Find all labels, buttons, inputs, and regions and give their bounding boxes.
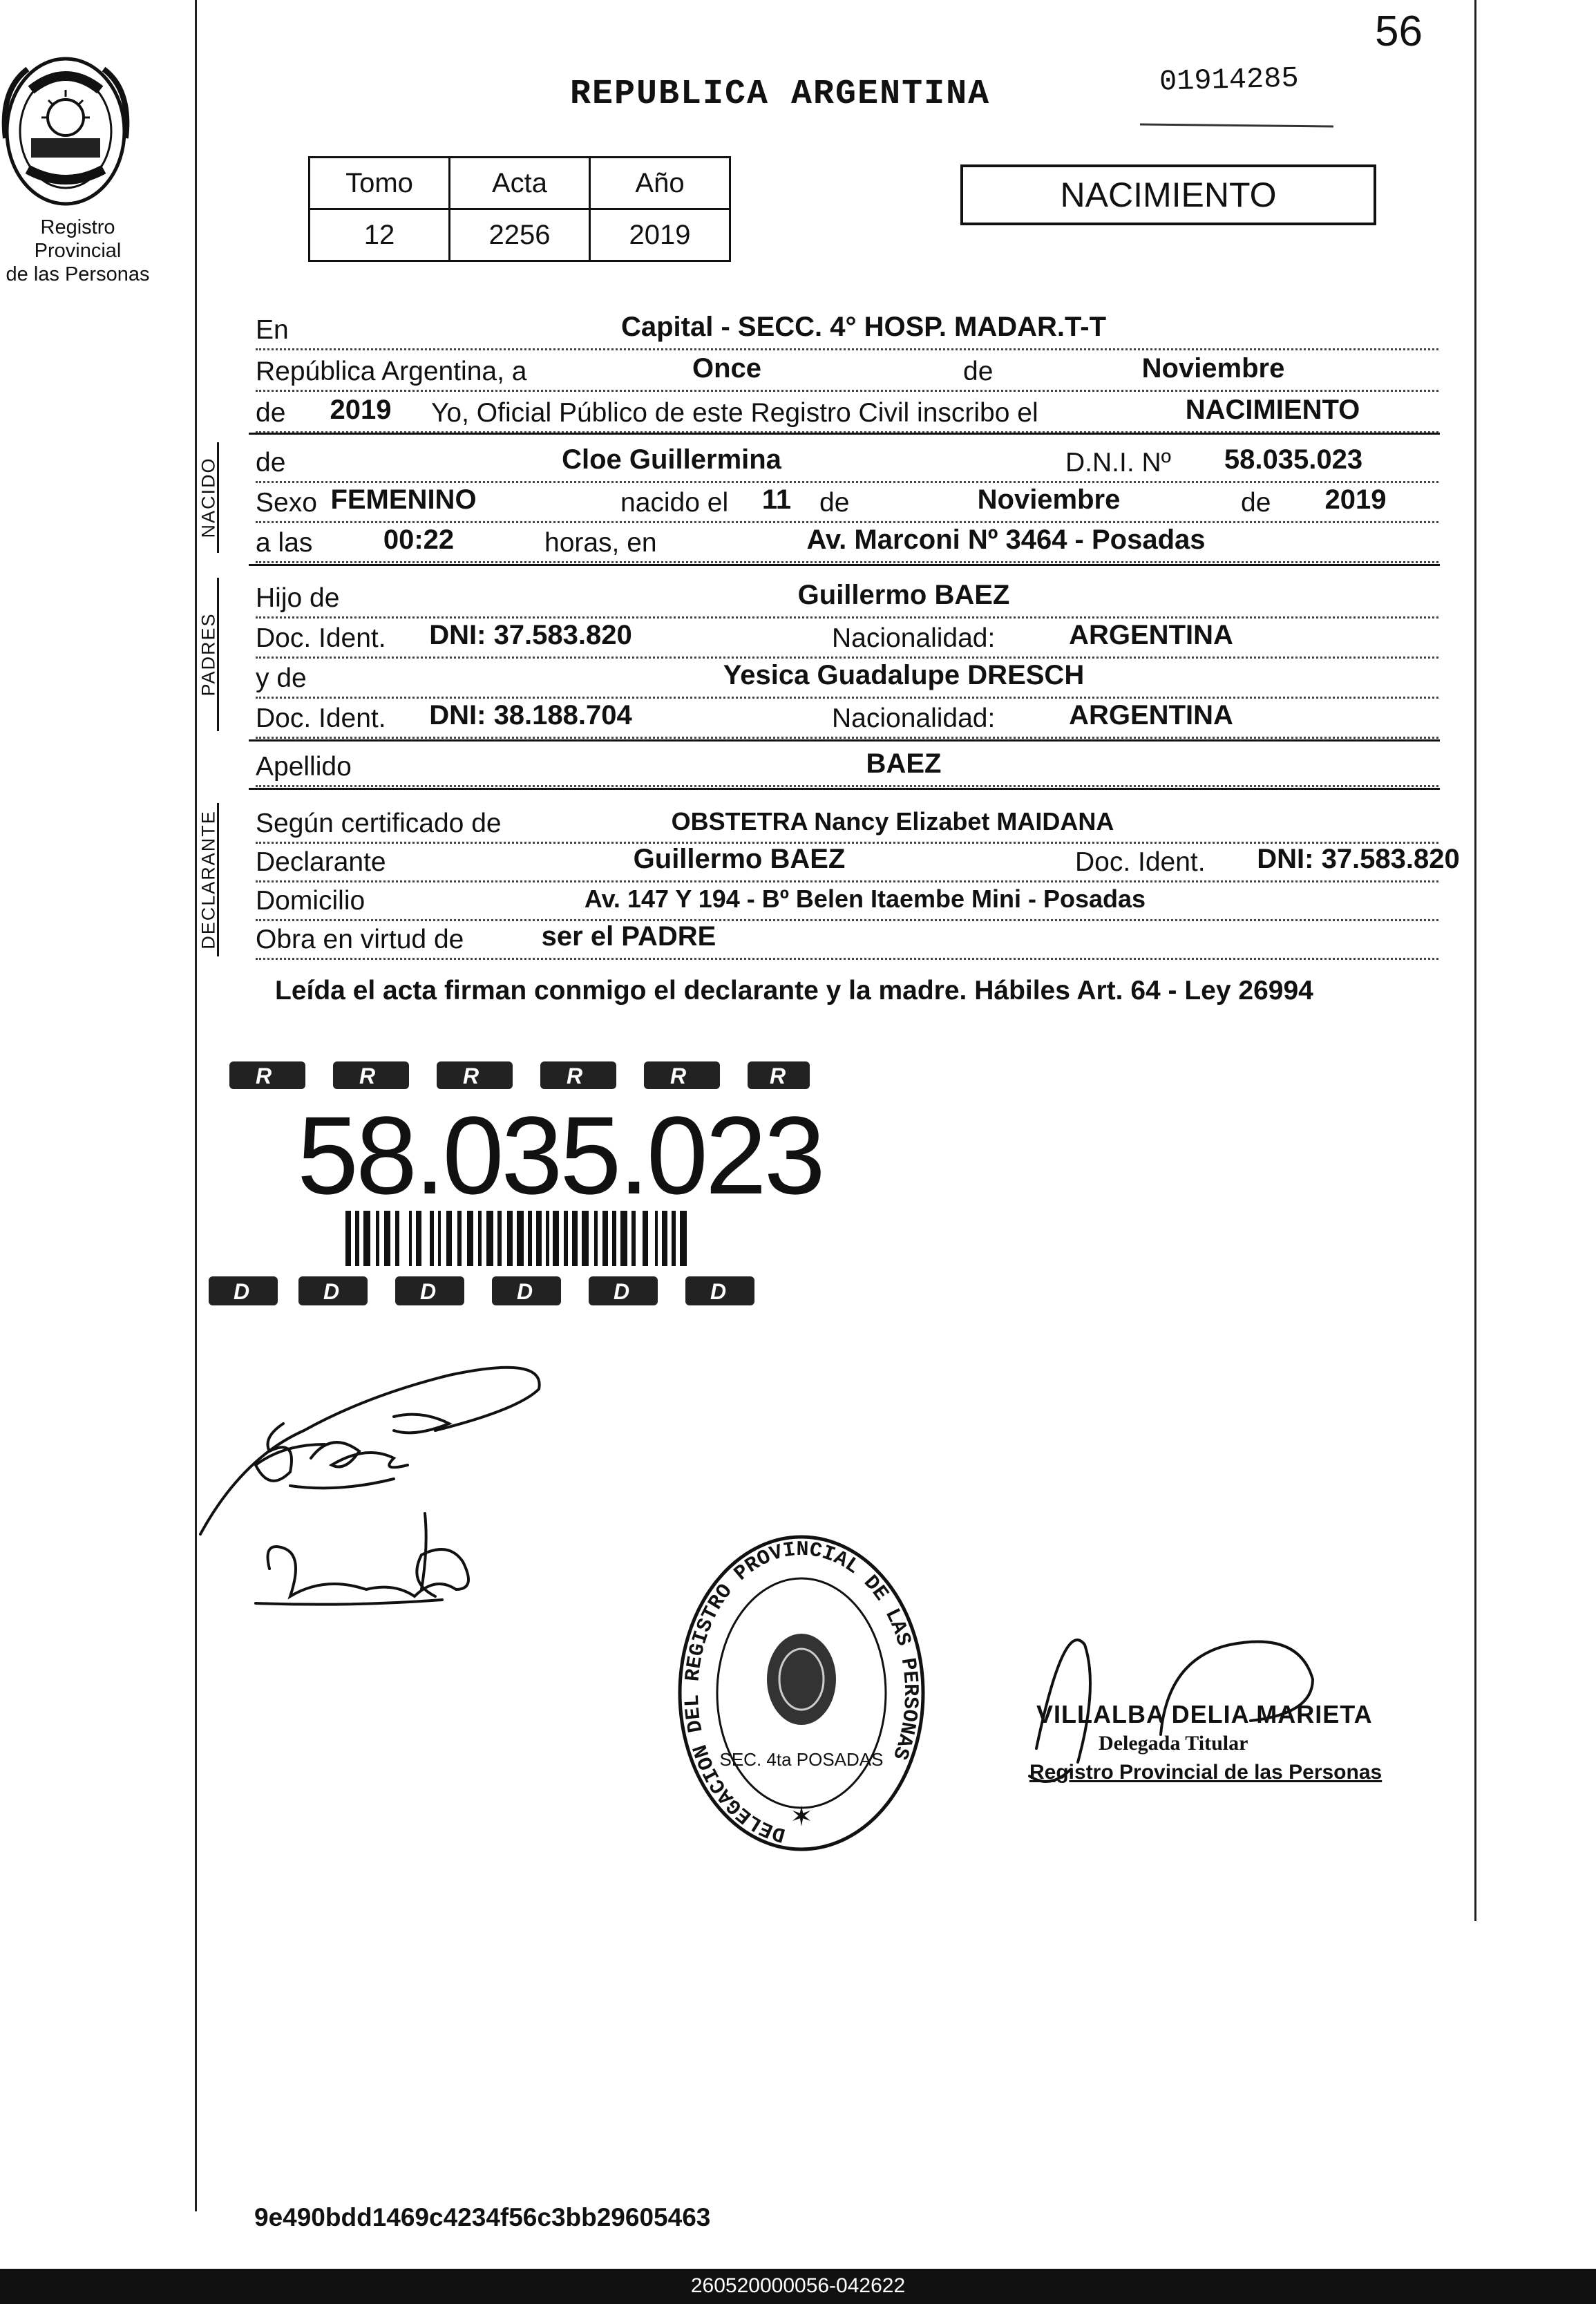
registry-seal	[670, 1527, 933, 1859]
divider-nacido	[249, 564, 1440, 566]
svg-text:D: D	[420, 1279, 437, 1304]
father-nat-label: Nacionalidad:	[828, 623, 999, 654]
nacido-label: NACIDO	[198, 457, 219, 538]
footer-code: 260520000056-042622	[690, 2274, 906, 2297]
month-de-label: de	[960, 357, 996, 387]
mother-doc-label: Doc. Ident.	[256, 704, 386, 733]
row-domicilio	[256, 880, 1438, 921]
row-republica	[256, 351, 1438, 392]
mother-nat-label: Nacionalidad:	[828, 704, 999, 734]
divider-top	[249, 433, 1440, 435]
name-de-label: de	[256, 448, 286, 478]
tomo-header: Tomo	[310, 158, 450, 209]
domicilio-value: Av. 147 Y 194 - Bº Belen Itaembe Mini - Posadas	[584, 885, 1146, 913]
month-value: Noviembre	[1141, 353, 1285, 384]
page-title: REPUBLICA ARGENTINA	[570, 75, 991, 114]
decl-value: Guillermo BAEZ	[633, 844, 846, 874]
svg-text:R: R	[359, 1064, 376, 1088]
day-value: Once	[692, 353, 762, 384]
seal-ring-text: DELEGACION DEL REGISTRO PROVINCIAL DE LAS PERSONAS	[681, 1538, 922, 1847]
closing-statement: Leída el acta firman conmigo el declarante y la madre. Hábiles Art. 64 - Ley 26994	[275, 976, 1313, 1005]
sexo-value: FEMENINO	[330, 484, 477, 515]
cert-label: Según certificado de	[256, 809, 502, 838]
signatures	[187, 1334, 601, 1652]
svg-text:D: D	[234, 1279, 250, 1304]
svg-text:D: D	[710, 1279, 727, 1304]
row-year	[256, 393, 1438, 433]
seal-inner-text: SEC. 4ta POSADAS	[719, 1749, 884, 1770]
act-type-box: NACIMIENTO	[960, 164, 1376, 225]
svg-text:D: D	[323, 1279, 340, 1304]
svg-text:R: R	[567, 1064, 583, 1088]
inscribo-value: NACIMIENTO	[1185, 395, 1360, 425]
mother-nat-value: ARGENTINA	[1069, 700, 1233, 730]
agency-line-1: Registro Provincial	[34, 216, 122, 262]
register-table	[308, 156, 731, 262]
province-logo	[0, 48, 138, 214]
document-hash: 9e490bdd1469c4234f56c3bb29605463	[254, 2203, 711, 2231]
row-father-doc	[256, 618, 1438, 659]
en-value: Capital - SECC. 4° HOSP. MADAR.T-T	[620, 312, 1107, 342]
seal-star-icon: ✶	[790, 1802, 813, 1832]
anio-value: 2019	[590, 209, 730, 261]
row-nacido-name	[256, 442, 1438, 483]
father-nat-value: ARGENTINA	[1069, 620, 1233, 650]
tomo-value: 12	[310, 209, 450, 261]
svg-text:R: R	[770, 1064, 786, 1088]
divider-apellido	[249, 788, 1440, 790]
oficial-text: Yo, Oficial Público de este Registro Civil inscribo el	[427, 398, 1043, 428]
birth-year-de-label: de	[1237, 488, 1275, 518]
divider-padres	[249, 739, 1440, 742]
register-table-header-row	[310, 158, 730, 209]
decl-label: Declarante	[256, 847, 386, 877]
row-y-de	[256, 658, 1438, 699]
birth-day-value: 11	[761, 484, 792, 515]
father-doc-value: DNI: 37.583.820	[429, 620, 632, 650]
row-apellido	[256, 746, 1438, 787]
declarante-label: DECLARANTE	[198, 810, 219, 950]
cert-value: OBSTETRA Nancy Elizabet MAIDANA	[671, 807, 1114, 835]
nacido-el-label: nacido el	[616, 488, 732, 518]
dni-label: D.N.I. Nº	[1063, 448, 1174, 478]
svg-text:R: R	[670, 1064, 687, 1088]
decl-doc-label: Doc. Ident.	[1071, 847, 1210, 878]
a-las-label: a las	[256, 528, 313, 558]
declarante-section-marker	[195, 803, 222, 956]
svg-text:R: R	[256, 1064, 272, 1088]
official-role: Delegada Titular	[1099, 1732, 1248, 1755]
row-en	[256, 310, 1438, 350]
decl-doc-value: DNI: 37.583.820	[1257, 844, 1460, 874]
row-nacido-hora	[256, 522, 1438, 563]
dni-sticker-number: 58.035.023	[297, 1093, 823, 1217]
agency-name	[0, 216, 155, 286]
horas-label: horas, en	[540, 528, 661, 558]
serial-underline	[1140, 124, 1333, 128]
father-doc-label: Doc. Ident.	[256, 623, 386, 653]
official-office: Registro Provincial de las Personas	[1029, 1761, 1383, 1784]
serial-number: 01914285	[1159, 62, 1300, 99]
child-dni-value: 58.035.023	[1224, 444, 1363, 475]
anio-header: Año	[590, 158, 730, 209]
row-nacido-sexo	[256, 482, 1438, 523]
year-value: 2019	[330, 395, 392, 425]
birth-year-value: 2019	[1324, 484, 1387, 515]
svg-text:D: D	[517, 1279, 533, 1304]
hour-value: 00:22	[383, 525, 455, 555]
row-hijo-de	[256, 578, 1438, 619]
row-declarante	[256, 842, 1460, 882]
apellido-label: Apellido	[256, 752, 352, 782]
republica-label: República Argentina, a	[256, 357, 527, 386]
padres-section-marker	[195, 578, 222, 731]
obra-label: Obra en virtud de	[256, 925, 464, 954]
agency-line-2: de las Personas	[6, 263, 150, 285]
padres-label: PADRES	[198, 612, 219, 697]
father-name-value: Guillermo BAEZ	[797, 580, 1010, 610]
mother-name-value: Yesica Guadalupe DRESCH	[723, 660, 1085, 690]
acta-value: 2256	[450, 209, 590, 261]
hijo-de-label: Hijo de	[256, 583, 340, 613]
year-label: de	[256, 398, 286, 428]
mother-doc-value: DNI: 38.188.704	[429, 700, 632, 730]
row-obra	[256, 919, 1438, 960]
official-name: VILLALBA DELIA MARIETA	[1036, 1700, 1373, 1728]
sexo-label: Sexo	[256, 488, 317, 518]
nacido-section-marker	[195, 442, 222, 553]
apellido-value: BAEZ	[866, 748, 942, 779]
svg-text:R: R	[463, 1064, 479, 1088]
row-mother-doc	[256, 698, 1438, 739]
obra-value: ser el PADRE	[541, 921, 716, 952]
domicilio-label: Domicilio	[256, 886, 365, 916]
register-table-value-row	[310, 209, 730, 261]
row-certificado	[256, 803, 1438, 844]
right-margin-line	[1474, 0, 1476, 1921]
child-name-value: Cloe Guillermina	[562, 444, 781, 475]
page-number: 56	[1375, 8, 1423, 55]
en-label: En	[256, 315, 289, 345]
birth-month-value: Noviembre	[977, 484, 1121, 515]
acta-header: Acta	[450, 158, 590, 209]
birth-de-label: de	[815, 488, 853, 518]
y-de-label: y de	[256, 663, 307, 693]
svg-text:D: D	[614, 1279, 630, 1304]
birth-place-value: Av. Marconi Nº 3464 - Posadas	[806, 525, 1206, 555]
